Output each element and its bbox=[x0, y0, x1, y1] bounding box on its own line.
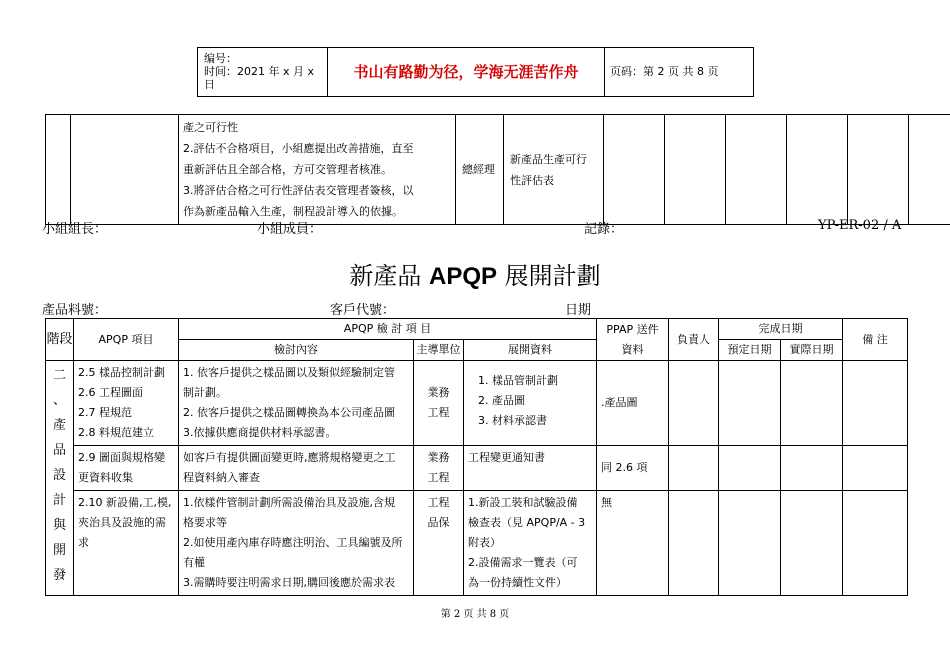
table-row bbox=[46, 361, 908, 446]
part-number-label: 產品料號： bbox=[42, 303, 108, 318]
empty-cell bbox=[848, 115, 909, 225]
content-line: 3.依據供應商提供材料承認書。 bbox=[183, 426, 337, 439]
item-line: 2.10 新設備,工,模, bbox=[78, 496, 172, 509]
documents-cell bbox=[464, 361, 597, 446]
content-line: 1.依樣件管制計劃所需設備治具及設施,含規 bbox=[183, 496, 395, 509]
header-documents: 展開資料 bbox=[464, 340, 597, 361]
lead-unit-cell bbox=[414, 491, 464, 596]
ppap-cell: 無 bbox=[597, 491, 669, 596]
apqp-item-cell bbox=[74, 446, 179, 491]
title-prefix: 新產品 bbox=[349, 262, 429, 290]
actual-date-cell bbox=[781, 491, 843, 596]
content-line: 如客戶有提供圖面變更時,應將規格變更之工 bbox=[183, 451, 396, 464]
documents-cell bbox=[464, 491, 597, 596]
content-line: 2.如使用產內庫存時應注明治、工具編號及所 bbox=[183, 536, 403, 549]
header-content: 檢討內容 bbox=[179, 340, 414, 361]
content-line: 制計劃。 bbox=[183, 386, 227, 399]
empty-cell bbox=[46, 115, 71, 225]
actual-date-cell bbox=[781, 446, 843, 491]
planned-date-cell bbox=[719, 446, 781, 491]
header-lead-unit: 主導單位 bbox=[414, 340, 464, 361]
header-owner: 負責人 bbox=[669, 319, 719, 361]
unit-line: 工程 bbox=[427, 406, 450, 419]
item-line: 夾治具及設施的需 bbox=[78, 516, 166, 529]
title-bold: APQP bbox=[428, 263, 497, 290]
apqp-plan-table bbox=[45, 318, 908, 596]
unit-line: 工程 bbox=[427, 471, 450, 484]
stage-char: 設 bbox=[52, 468, 66, 483]
owner-unit-cell: 總經理 bbox=[456, 115, 504, 225]
document-cell bbox=[504, 115, 604, 225]
document-item: 工程變更通知書 bbox=[468, 451, 545, 464]
owner-cell bbox=[669, 446, 719, 491]
form-code: YP-ER-02 / A bbox=[818, 218, 902, 233]
review-content-cell bbox=[179, 446, 414, 491]
review-content-cell bbox=[179, 115, 456, 225]
document-line: 1.新設工裝和試驗設備 bbox=[468, 496, 578, 509]
documents-cell bbox=[464, 446, 597, 491]
document-line: 為一份持續性文件） bbox=[468, 576, 567, 589]
content-line: 作為新產品輸入生產，制程設計導入的依據。 bbox=[183, 205, 403, 218]
owner-cell bbox=[669, 491, 719, 596]
document-item: 2. 產品圖 bbox=[492, 391, 592, 411]
content-line: 2. 依客戶提供之樣品圖轉換為本公司產品圖 bbox=[183, 406, 395, 419]
stage-char: 品 bbox=[52, 443, 66, 458]
item-line: 求 bbox=[78, 536, 89, 549]
header-planned-date: 預定日期 bbox=[719, 340, 781, 361]
header-page-code: 页码：第 2 页 共 8 页 bbox=[610, 65, 719, 78]
team-members-label: 小組成員： bbox=[257, 222, 323, 237]
item-line: 2.6 工程圖面 bbox=[78, 386, 143, 399]
document-item: 1. 樣品管制計劃 bbox=[492, 371, 592, 391]
content-line: 1. 依客戶提供之樣品圖以及類似經驗制定管 bbox=[183, 366, 395, 379]
content-line: 程資料納入審查 bbox=[183, 471, 260, 484]
owner-cell bbox=[669, 361, 719, 446]
header-remark: 備 注 bbox=[843, 319, 908, 361]
date-label: 日期 bbox=[565, 303, 592, 318]
stage-char: 產 bbox=[52, 418, 66, 433]
customer-code-label: 客戶代號： bbox=[330, 303, 396, 318]
previous-table-fragment bbox=[45, 114, 950, 225]
empty-cell bbox=[787, 115, 848, 225]
item-line: 2.9 圖面與規格變 bbox=[78, 451, 165, 464]
record-label: 記錄： bbox=[584, 222, 624, 237]
empty-cell bbox=[909, 115, 950, 225]
table-row bbox=[46, 446, 908, 491]
time-label: 时间：2021 年 x 月 x 日 bbox=[204, 65, 314, 91]
team-leader-label: 小組組長： bbox=[42, 222, 108, 237]
ppap-cell: 同 2.6 項 bbox=[597, 446, 669, 491]
unit-line: 業務 bbox=[427, 386, 450, 399]
document-line: 2.設備需求一覽表（可 bbox=[468, 556, 578, 569]
item-line: 2.8 料規范建立 bbox=[78, 426, 154, 439]
document-line: 新產品生產可行 bbox=[510, 152, 587, 166]
document-item: 3. 材料承認書 bbox=[492, 411, 592, 431]
content-line: 格要求等 bbox=[183, 516, 227, 529]
stage-char: 開 bbox=[52, 543, 66, 558]
number-label: 编号： bbox=[204, 52, 237, 65]
empty-cell bbox=[71, 115, 179, 225]
header-review-items: APQP 檢 討 項 目 bbox=[179, 319, 597, 340]
content-line: 重新評估且全部合格，方可交管理者核准。 bbox=[183, 163, 392, 176]
title-suffix: 展開計劃 bbox=[497, 262, 601, 290]
document-line: 檢查表（見 APQP/A - 3 bbox=[468, 516, 586, 529]
content-line: 產之可行性 bbox=[183, 121, 238, 134]
header-completion-date: 完成日期 bbox=[719, 319, 843, 340]
page-title bbox=[0, 258, 950, 295]
content-line: 2.評估不合格項目，小組應提出改善措施，直至 bbox=[183, 142, 414, 155]
unit-line: 業務 bbox=[427, 451, 450, 464]
table-row bbox=[46, 491, 908, 596]
document-line: 附表） bbox=[468, 536, 501, 549]
header-ppap-line: 資料 bbox=[621, 342, 644, 356]
stage-char: 、 bbox=[52, 393, 66, 408]
page-footer: 第 2 页 共 8 页 bbox=[440, 609, 510, 620]
document-header bbox=[197, 47, 754, 97]
header-actual-date: 實際日期 bbox=[781, 340, 843, 361]
header-motto: 书山有路勤为径，学海无涯苦作舟 bbox=[328, 48, 605, 96]
unit-line: 工程 bbox=[427, 496, 450, 509]
planned-date-cell bbox=[719, 491, 781, 596]
item-line: 更資料收集 bbox=[78, 471, 133, 484]
remark-cell bbox=[843, 491, 908, 596]
stage-cell bbox=[46, 361, 74, 596]
header-stage: 階段 bbox=[46, 319, 74, 361]
stage-char: 與 bbox=[52, 518, 66, 533]
actual-date-cell bbox=[781, 361, 843, 446]
ppap-cell: .產品圖 bbox=[597, 361, 669, 446]
header-meta bbox=[198, 48, 328, 96]
apqp-item-cell bbox=[74, 491, 179, 596]
remark-cell bbox=[843, 446, 908, 491]
header-apqp-item: APQP 項目 bbox=[74, 319, 179, 361]
empty-cell bbox=[665, 115, 726, 225]
document-line: 性評估表 bbox=[510, 173, 554, 187]
planned-date-cell bbox=[719, 361, 781, 446]
content-line: 3.將評估合格之可行性評估表交管理者簽核，以 bbox=[183, 184, 414, 197]
stage-char: 二 bbox=[52, 368, 66, 383]
documents-list bbox=[468, 371, 592, 431]
unit-line: 品保 bbox=[427, 516, 450, 529]
apqp-item-cell bbox=[74, 361, 179, 446]
empty-cell bbox=[604, 115, 665, 225]
review-content-cell bbox=[179, 491, 414, 596]
content-line: 3.需購時要注明需求日期,購回後應於需求表 bbox=[183, 576, 395, 589]
stage-char: 計 bbox=[52, 493, 66, 508]
empty-cell bbox=[726, 115, 787, 225]
remark-cell bbox=[843, 361, 908, 446]
stage-char: 發 bbox=[52, 568, 66, 583]
lead-unit-cell bbox=[414, 446, 464, 491]
item-line: 2.7 程規范 bbox=[78, 406, 132, 419]
header-ppap bbox=[597, 319, 669, 361]
review-content-cell bbox=[179, 361, 414, 446]
item-line: 2.5 樣品控制計劃 bbox=[78, 366, 165, 379]
lead-unit-cell bbox=[414, 361, 464, 446]
content-line: 有權 bbox=[183, 556, 205, 569]
header-ppap-line: PPAP 送件 bbox=[606, 322, 659, 336]
